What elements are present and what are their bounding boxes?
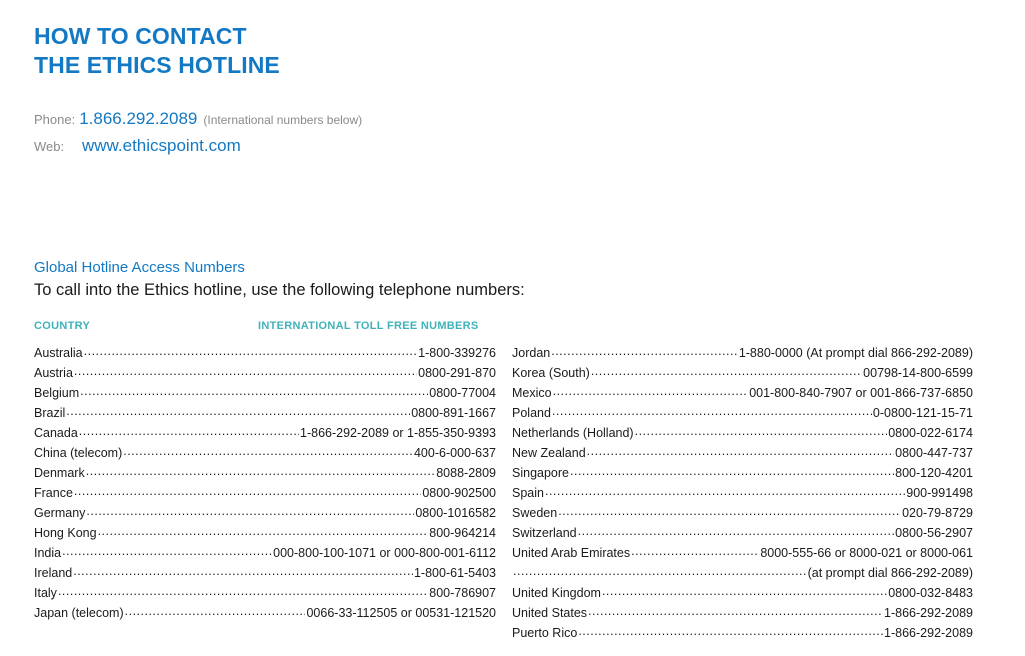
phone-number: 800-120-4201 [895, 466, 973, 480]
list-item [512, 523, 973, 543]
phone-number: 1-866-292-2089 or 1-855-350-9393 [300, 426, 496, 440]
phone-number: 0800-77004 [429, 386, 496, 400]
list-item [512, 443, 973, 463]
page-title-line-2: THE ETHICS HOTLINE [34, 52, 280, 78]
phone-number: 0800-902500 [422, 486, 496, 500]
phone-number: 001-800-840-7907 or 001-866-737-6850 [749, 386, 973, 400]
phone-number: 00798-14-800-6599 [863, 366, 973, 380]
phone-number: 0800-56-2907 [895, 526, 973, 540]
list-item [512, 383, 973, 403]
column-header-numbers: INTERNATIONAL TOLL FREE NUMBERS [258, 320, 479, 332]
section-intro: To call into the Ethics hotline, use the following telephone numbers: [34, 281, 525, 299]
left-number-list [34, 343, 496, 623]
list-item [34, 423, 496, 443]
web-row [34, 133, 362, 160]
country-name: Poland [512, 406, 551, 420]
phone-number: 1.866.292.2089 [79, 109, 198, 128]
country-name: New Zealand [512, 446, 586, 460]
phone-number: 1-866-292-2089 [884, 606, 973, 620]
list-item [34, 343, 496, 363]
list-item [34, 563, 496, 583]
dot-leader [123, 443, 413, 457]
country-name: Australia [34, 346, 83, 360]
dot-leader [58, 583, 428, 597]
dot-leader [98, 523, 429, 537]
phone-number: 0800-1016582 [415, 506, 496, 520]
country-name: Puerto Rico [512, 626, 578, 640]
dot-leader [80, 383, 428, 397]
country-name: Japan (telecom) [34, 606, 124, 620]
dot-leader [73, 563, 413, 577]
list-item [512, 363, 973, 383]
list-item [34, 523, 496, 543]
phone-number: 020-79-8729 [902, 506, 973, 520]
list-item [512, 423, 973, 443]
dot-leader [84, 343, 418, 357]
list-item [512, 603, 973, 623]
phone-number: 0066-33-112505 or 00531-121520 [306, 606, 496, 620]
list-item [512, 503, 973, 523]
dot-leader [74, 363, 417, 377]
country-name: United States [512, 606, 588, 620]
web-label: Web: [34, 139, 65, 154]
right-number-list [512, 343, 973, 643]
phone-number: 0800-032-8483 [888, 586, 973, 600]
list-item [34, 603, 496, 623]
column-header-country: COUNTRY [34, 320, 91, 332]
country-name: United Arab Emirates [512, 546, 631, 560]
country-name: Mexico [512, 386, 552, 400]
dot-leader [86, 503, 414, 517]
country-name: Sweden [512, 506, 558, 520]
phone-number: 0800-291-870 [418, 366, 496, 380]
page-title-line-1: HOW TO CONTACT [34, 23, 247, 49]
country-name: Germany [34, 506, 86, 520]
list-item [34, 503, 496, 523]
dot-leader [558, 503, 901, 517]
list-item [34, 583, 496, 603]
dot-leader [66, 403, 410, 417]
list-item [34, 443, 496, 463]
country-name: Canada [34, 426, 78, 440]
phone-label: Phone: [34, 112, 76, 127]
dot-leader [125, 603, 306, 617]
country-name: Belgium [34, 386, 80, 400]
list-item [512, 543, 973, 563]
country-name: Korea (South) [512, 366, 590, 380]
list-item [512, 343, 973, 363]
dot-leader [552, 403, 872, 417]
phone-number: 1-866-292-2089 [884, 626, 973, 640]
dot-leader [591, 363, 862, 377]
list-item [512, 463, 973, 483]
phone-number: 0800-447-737 [895, 446, 973, 460]
list-item [512, 583, 973, 603]
phone-number: 1-880-0000 (At prompt dial 866-292-2089) [738, 346, 973, 360]
dot-leader [545, 483, 905, 497]
dot-leader [551, 343, 738, 357]
dot-leader [587, 443, 894, 457]
phone-number: 000-800-100-1071 or 000-800-001-6112 [273, 546, 496, 560]
country-name: Brazil [34, 406, 66, 420]
country-name: Austria [34, 366, 73, 380]
phone-number: 0800-891-1667 [411, 406, 496, 420]
dot-leader [86, 463, 436, 477]
phone-number: (at prompt dial 866-292-2089) [807, 566, 973, 580]
country-name: United Kingdom [512, 586, 601, 600]
country-name: China (telecom) [34, 446, 123, 460]
list-item [512, 563, 973, 583]
country-name: France [34, 486, 73, 500]
dot-leader [631, 543, 759, 557]
phone-number: 0800-022-6174 [888, 426, 973, 440]
dot-leader [79, 423, 299, 437]
dot-leader [74, 483, 421, 497]
list-item [512, 483, 973, 503]
country-name: Switzerland [512, 526, 577, 540]
list-item [34, 403, 496, 423]
phone-row [34, 106, 362, 133]
phone-number: 400-6-000-637 [413, 446, 496, 460]
phone-number: 1-800-61-5403 [413, 566, 496, 580]
section-heading: Global Hotline Access Numbers [34, 259, 245, 276]
page-title [34, 22, 280, 80]
dot-leader [570, 463, 894, 477]
dot-leader [513, 563, 807, 577]
country-name: Singapore [512, 466, 569, 480]
list-item [512, 623, 973, 643]
dot-leader [602, 583, 887, 597]
phone-number: 800-786907 [429, 586, 496, 600]
country-name: Denmark [34, 466, 85, 480]
list-item [34, 543, 496, 563]
phone-number: 1-800-339276 [418, 346, 496, 360]
list-item [34, 383, 496, 403]
phone-note: (International numbers below) [203, 113, 363, 127]
country-name: Italy [34, 586, 57, 600]
phone-number: 900-991498 [906, 486, 973, 500]
country-name: Netherlands (Holland) [512, 426, 634, 440]
country-name: Spain [512, 486, 544, 500]
contact-info [34, 106, 362, 160]
country-name: Ireland [34, 566, 73, 580]
dot-leader [578, 623, 883, 637]
dot-leader [62, 543, 272, 557]
phone-number: 8088-2809 [436, 466, 496, 480]
country-name: India [34, 546, 62, 560]
list-item [34, 363, 496, 383]
list-item [512, 403, 973, 423]
phone-number: 0-0800-121-15-71 [872, 406, 973, 420]
dot-leader [553, 383, 749, 397]
dot-leader [635, 423, 888, 437]
dot-leader [588, 603, 883, 617]
list-item [34, 483, 496, 503]
web-link[interactable]: www.ethicspoint.com [82, 136, 241, 155]
list-item [34, 463, 496, 483]
country-name: Hong Kong [34, 526, 97, 540]
phone-number: 800-964214 [429, 526, 496, 540]
phone-number: 8000-555-66 or 8000-021 or 8000-061 [760, 546, 973, 560]
dot-leader [578, 523, 895, 537]
country-name: Jordan [512, 346, 551, 360]
